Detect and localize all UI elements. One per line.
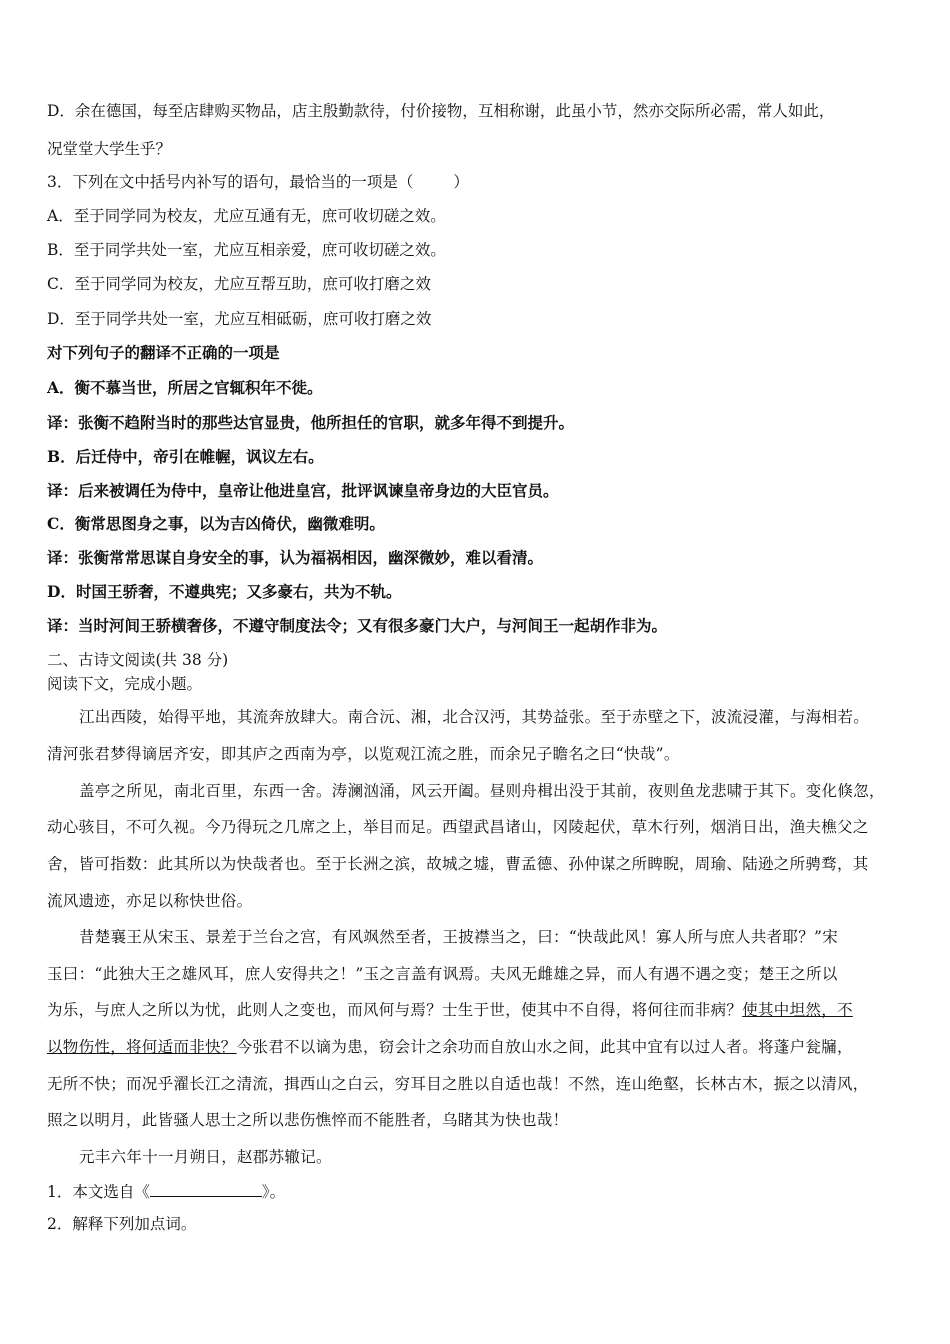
passage-para3-line4-text: 今张君不以谪为患，窃会计之余功而自放山水之间，此其中宜有以过人者。将蓬户瓮牖， [236, 1038, 853, 1056]
section2-heading: 二、古诗文阅读(共 38 分) [47, 651, 229, 669]
translation-item-a-translation: 译：张衡不趋附当时的那些达官显贵，他所担任的官职，就多年得不到提升。 [47, 413, 575, 432]
passage-para3-line2: 玉曰：“此独大王之雄风耳，庶人安得共之！”玉之言盖有讽焉。夫风无雌雄之异，而人有遇不遇之变；楚王之所以 [47, 965, 838, 983]
q3-stem-suffix: ） [453, 173, 469, 191]
sub-question-2: 2．解释下列加点词。 [47, 1215, 197, 1233]
passage-para1-line1: 江出西陵，始得平地，其流奔放肆大。南合沅、湘，北合汉沔，其势益张。至于赤壁之下，波流浸灌，与海相若。 [79, 708, 870, 726]
passage-para3-line5: 无所不快；而况乎濯长江之清流，揖西山之白云，穷耳目之胜以自适也哉！不然，连山绝壑，长林古木，振之以清风， [47, 1075, 869, 1093]
passage-para3-line1: 昔楚襄王从宋玉、景差于兰台之宫，有风飒然至者，王披襟当之，曰：“快哉此风！寡人所与庶人共者耶？”宋 [79, 928, 839, 946]
translation-item-d-translation: 译：当时河间王骄横奢侈，不遵守制度法令；又有很多豪门大户，与河间王一起胡作非为。 [47, 616, 668, 635]
translation-item-d: D．时国王骄奢，不遵典宪；又多豪右，共为不轨。 [47, 582, 402, 601]
passage-para3-line4 [47, 1036, 912, 1058]
underlined-sentence-part2: 以物伤性，将何适而非快？ [47, 1038, 237, 1056]
passage-signature: 元丰六年十一月朔日，赵郡苏辙记。 [79, 1148, 332, 1166]
sub-question-1-prefix: 1．本文选自《 [47, 1183, 150, 1201]
passage-para3-line3-text: 为乐，与庶人之所以为忧，此则人之变也，而风何与焉？士生于世，使其中不自得，将何往而非病？ [47, 1001, 743, 1019]
sub-question-1-suffix: 》。 [261, 1183, 286, 1201]
translation-item-c-translation: 译：张衡常常思谋自身安全的事，认为福祸相因，幽深微妙，难以看清。 [47, 548, 544, 567]
passage-para3-line6: 照之以明月，此皆骚人思士之所以悲伤憔悴而不能胜者，乌睹其为快也哉！ [47, 1111, 569, 1129]
translation-item-b-translation: 译：后来被调任为侍中，皇帝让他进皇宫，批评讽谏皇帝身边的大臣官员。 [47, 481, 559, 500]
q3-option-b: B．至于同学共处一室，尤应互相亲爱，庶可收切磋之效。 [47, 241, 446, 259]
answer-blank[interactable] [150, 1180, 262, 1197]
sub-question-1 [47, 1180, 912, 1203]
passage-para2-line2: 动心骇目，不可久视。今乃得玩之几席之上，举目而足。西望武昌诸山，冈陵起伏，草木行列，烟消日出，渔夫樵父之 [47, 818, 869, 836]
translation-item-a: A．衡不慕当世，所居之官辄积年不徙。 [47, 378, 323, 397]
section2-instruction: 阅读下文，完成小题。 [47, 675, 203, 693]
underlined-sentence-part1: 使其中坦然，不 [742, 1001, 853, 1019]
passage-para2-line1: 盖亭之所见，南北百里，东西一舍。涛澜汹涌，风云开阖。昼则舟楫出没于其前，夜则鱼龙悲啸于其下。变化倏忽， [79, 782, 885, 800]
q3-stem-prefix: 3．下列在文中括号内补写的语句，最恰当的一项是（ [47, 173, 414, 191]
q3-option-a: A．至于同学同为校友，尤应互通有无，庶可收切磋之效。 [47, 207, 446, 225]
q3-option-c: C．至于同学同为校友，尤应互帮互助，庶可收打磨之效 [47, 275, 431, 293]
passage-para1-line2: 清河张君梦得谪居齐安，即其庐之西南为亭，以览观江流之胜，而余兄子瞻名之曰“快哉”。 [47, 745, 680, 763]
translation-item-b: B．后迁侍中，帝引在帷幄，讽议左右。 [47, 447, 324, 466]
q3-option-d: D．至于同学共处一室，尤应互相砥砺，庶可收打磨之效 [47, 310, 432, 328]
q2-option-d-line2: 况堂堂大学生乎？ [47, 140, 172, 158]
translation-item-c: C．衡常思图身之事，以为吉凶倚伏，幽微难明。 [47, 514, 385, 533]
passage-para3-line3 [47, 999, 912, 1021]
passage-para2-line4: 流风遗迹，亦足以称快世俗。 [47, 892, 253, 910]
passage-para2-line3: 舍，皆可指数：此其所以为快哉者也。至于长洲之滨，故城之墟，曹孟德、孙仲谋之所睥睨，周瑜、陆逊之所骋骛，其 [47, 855, 869, 873]
q2-option-d-line1: D．余在德国，每至店肆购买物品，店主殷勤款待，付价接物，互相称谢，此虽小节，然亦交际所必需，常人如此， [47, 102, 835, 120]
q3-stem [47, 171, 912, 193]
translation-question-stem: 对下列句子的翻译不正确的一项是 [47, 343, 280, 362]
